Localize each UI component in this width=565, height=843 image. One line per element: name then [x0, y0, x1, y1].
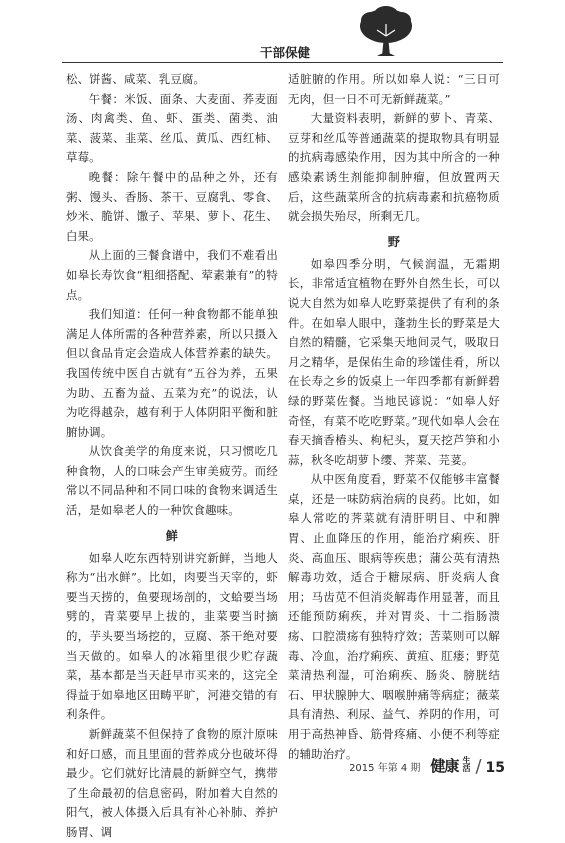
- left-column: [66, 70, 278, 843]
- paragraph: 如皋四季分明，气候润温，无霜期长，非常适宜植物在野外自然生长，可以说大自然为如皋人吃野菜提供了有利的条件。在如皋人眼中，蓬勃生长的野菜是大自然的精髓，它采集天地间灵气，吸取日月之精华，是保佑生命的珍馐佳肴，所以在长寿之乡的饭桌上一年四季都有新鲜碧绿的野菜佐餐。当地民谚说：“如皋人好奇怪，有菜不吃吃野菜。”现代如皋人会在春天摘香椿头、枸杞头，夏天挖芦笋和小蒜，秋冬吃胡萝卜缨、荠菜、芫荽。: [288, 256, 500, 467]
- footer-slash: /: [475, 756, 482, 777]
- paragraph: 午餐：米饭、面条、大麦面、荞麦面汤、肉禽类、鱼、虾、蛋类、菌类、油菜、菠菜、韭菜、丝瓜、黄瓜、西红柿、草莓。: [66, 91, 278, 165]
- page-header: [0, 0, 565, 70]
- section-heading-fresh: 鲜: [165, 528, 179, 543]
- page-number: 15: [485, 760, 505, 776]
- paragraph: 松、饼酱、咸菜、乳豆腐。: [66, 72, 206, 86]
- issue-label: 2015 年第 4 期: [349, 763, 421, 774]
- paragraph: 从饮食美学的角度来说，只习惯吃几种食物，人的口味会产生审美疲劳。而经常以不同品种和不同口味的食物来调适生活，是如皋老人的一种饮食趣味。: [66, 444, 278, 518]
- paragraph: 晚餐：除午餐中的品种之外，还有粥、馒头、香肠、茶干、豆腐乳、零食、炒米、脆饼、馓子、苹果、萝卜、花生、白果。: [66, 169, 278, 243]
- tree-icon: [357, 6, 415, 58]
- magazine-brand-small: 生活: [462, 756, 471, 773]
- paragraph: 从中医角度看，野菜不仅能够丰富餐桌，还是一味防病治病的良药。比如，如皋人常吃的荠菜就有清肝明目、中和脾胃、止血降压的作用，能治疗痢疾、肝炎、高血压、眼病等疾患；蒲公英有清热解毒功效，适合于糖尿病、肝炎病人食用；马齿苋不但消炎解毒作用显著，而且还能预防痢疾，并对胃炎、十二指肠溃疡、口腔溃疡有独特疗效；苦菜则可以解毒、冷血，治疗痢疾、黄疸、肛瘘；野苋菜清热利湿，可治痢疾、肠炎、膀胱结石、甲状腺肿大、咽喉肿痛等病症；薇菜具有清热、利尿、益气、养阴的作用，可用于高热神昏、筋骨疼痛、小便不利等症的辅助治疗。: [288, 472, 500, 761]
- section-heading-wild: 野: [387, 234, 401, 249]
- paragraph: 从上面的三餐食谱中，我们不难看出如皋长寿饮食“粗细搭配、荤素兼有”的特点。: [66, 248, 278, 302]
- right-column: [288, 70, 500, 764]
- paragraph: 大量资料表明，新鲜的萝卜、青菜、豆芽和丝瓜等普通蔬菜的提取物具有明显的抗病毒感染作用，因为其中所含的一种感染素诱生剂能抑制肿瘤，但放置两天后，这些蔬菜所含的抗病毒素和抗癌物质就会损失殆尽，所剩无几。: [288, 111, 500, 224]
- paragraph: 新鲜蔬菜不但保持了食物的原汁原味和好口感，而且里面的营养成分也破坏得最少。它们就好比清晨的新鲜空气，携带了生命最初的信息密码，附加着大自然的阳气，被人体摄入后具有补心补肺、养护肠胃、调: [66, 727, 278, 839]
- paragraph: 如皋人吃东西特别讲究新鲜，当地人称为“出水鲜”。比如，肉要当天宰的，虾要当天捞的，鱼要现场剖的，文蛤要当场劈的，青菜要早上拔的，韭菜要当时摘的，芋头要当场挖的，豆腐、茶干绝对要当天做的。如皋人的冰箱里很少贮存蔬菜，基本都是当天赶早市买来的，这完全得益于如皋地区田畴平旷，河港交错的有利条件。: [66, 550, 278, 722]
- magazine-brand: 健康: [430, 757, 459, 775]
- header-divider: [62, 62, 503, 63]
- section-label: 干部保健: [259, 45, 310, 60]
- page-footer: [349, 755, 505, 776]
- paragraph: 我们知道：任何一种食物都不能单独满足人体所需的各种营养素，所以只摄入但以食品肯定会造成人体营养素的缺失。我国传统中医自古就有“五谷为养，五果为助、五畜为益、五菜为充”的说法，认为吃得越杂，越有利于人体阴阳平衡和脏腑协调。: [66, 307, 278, 439]
- paragraph: 适脏腑的作用。所以如皋人说：“三日可无肉，但一日不可无新鲜蔬菜。”: [288, 72, 500, 106]
